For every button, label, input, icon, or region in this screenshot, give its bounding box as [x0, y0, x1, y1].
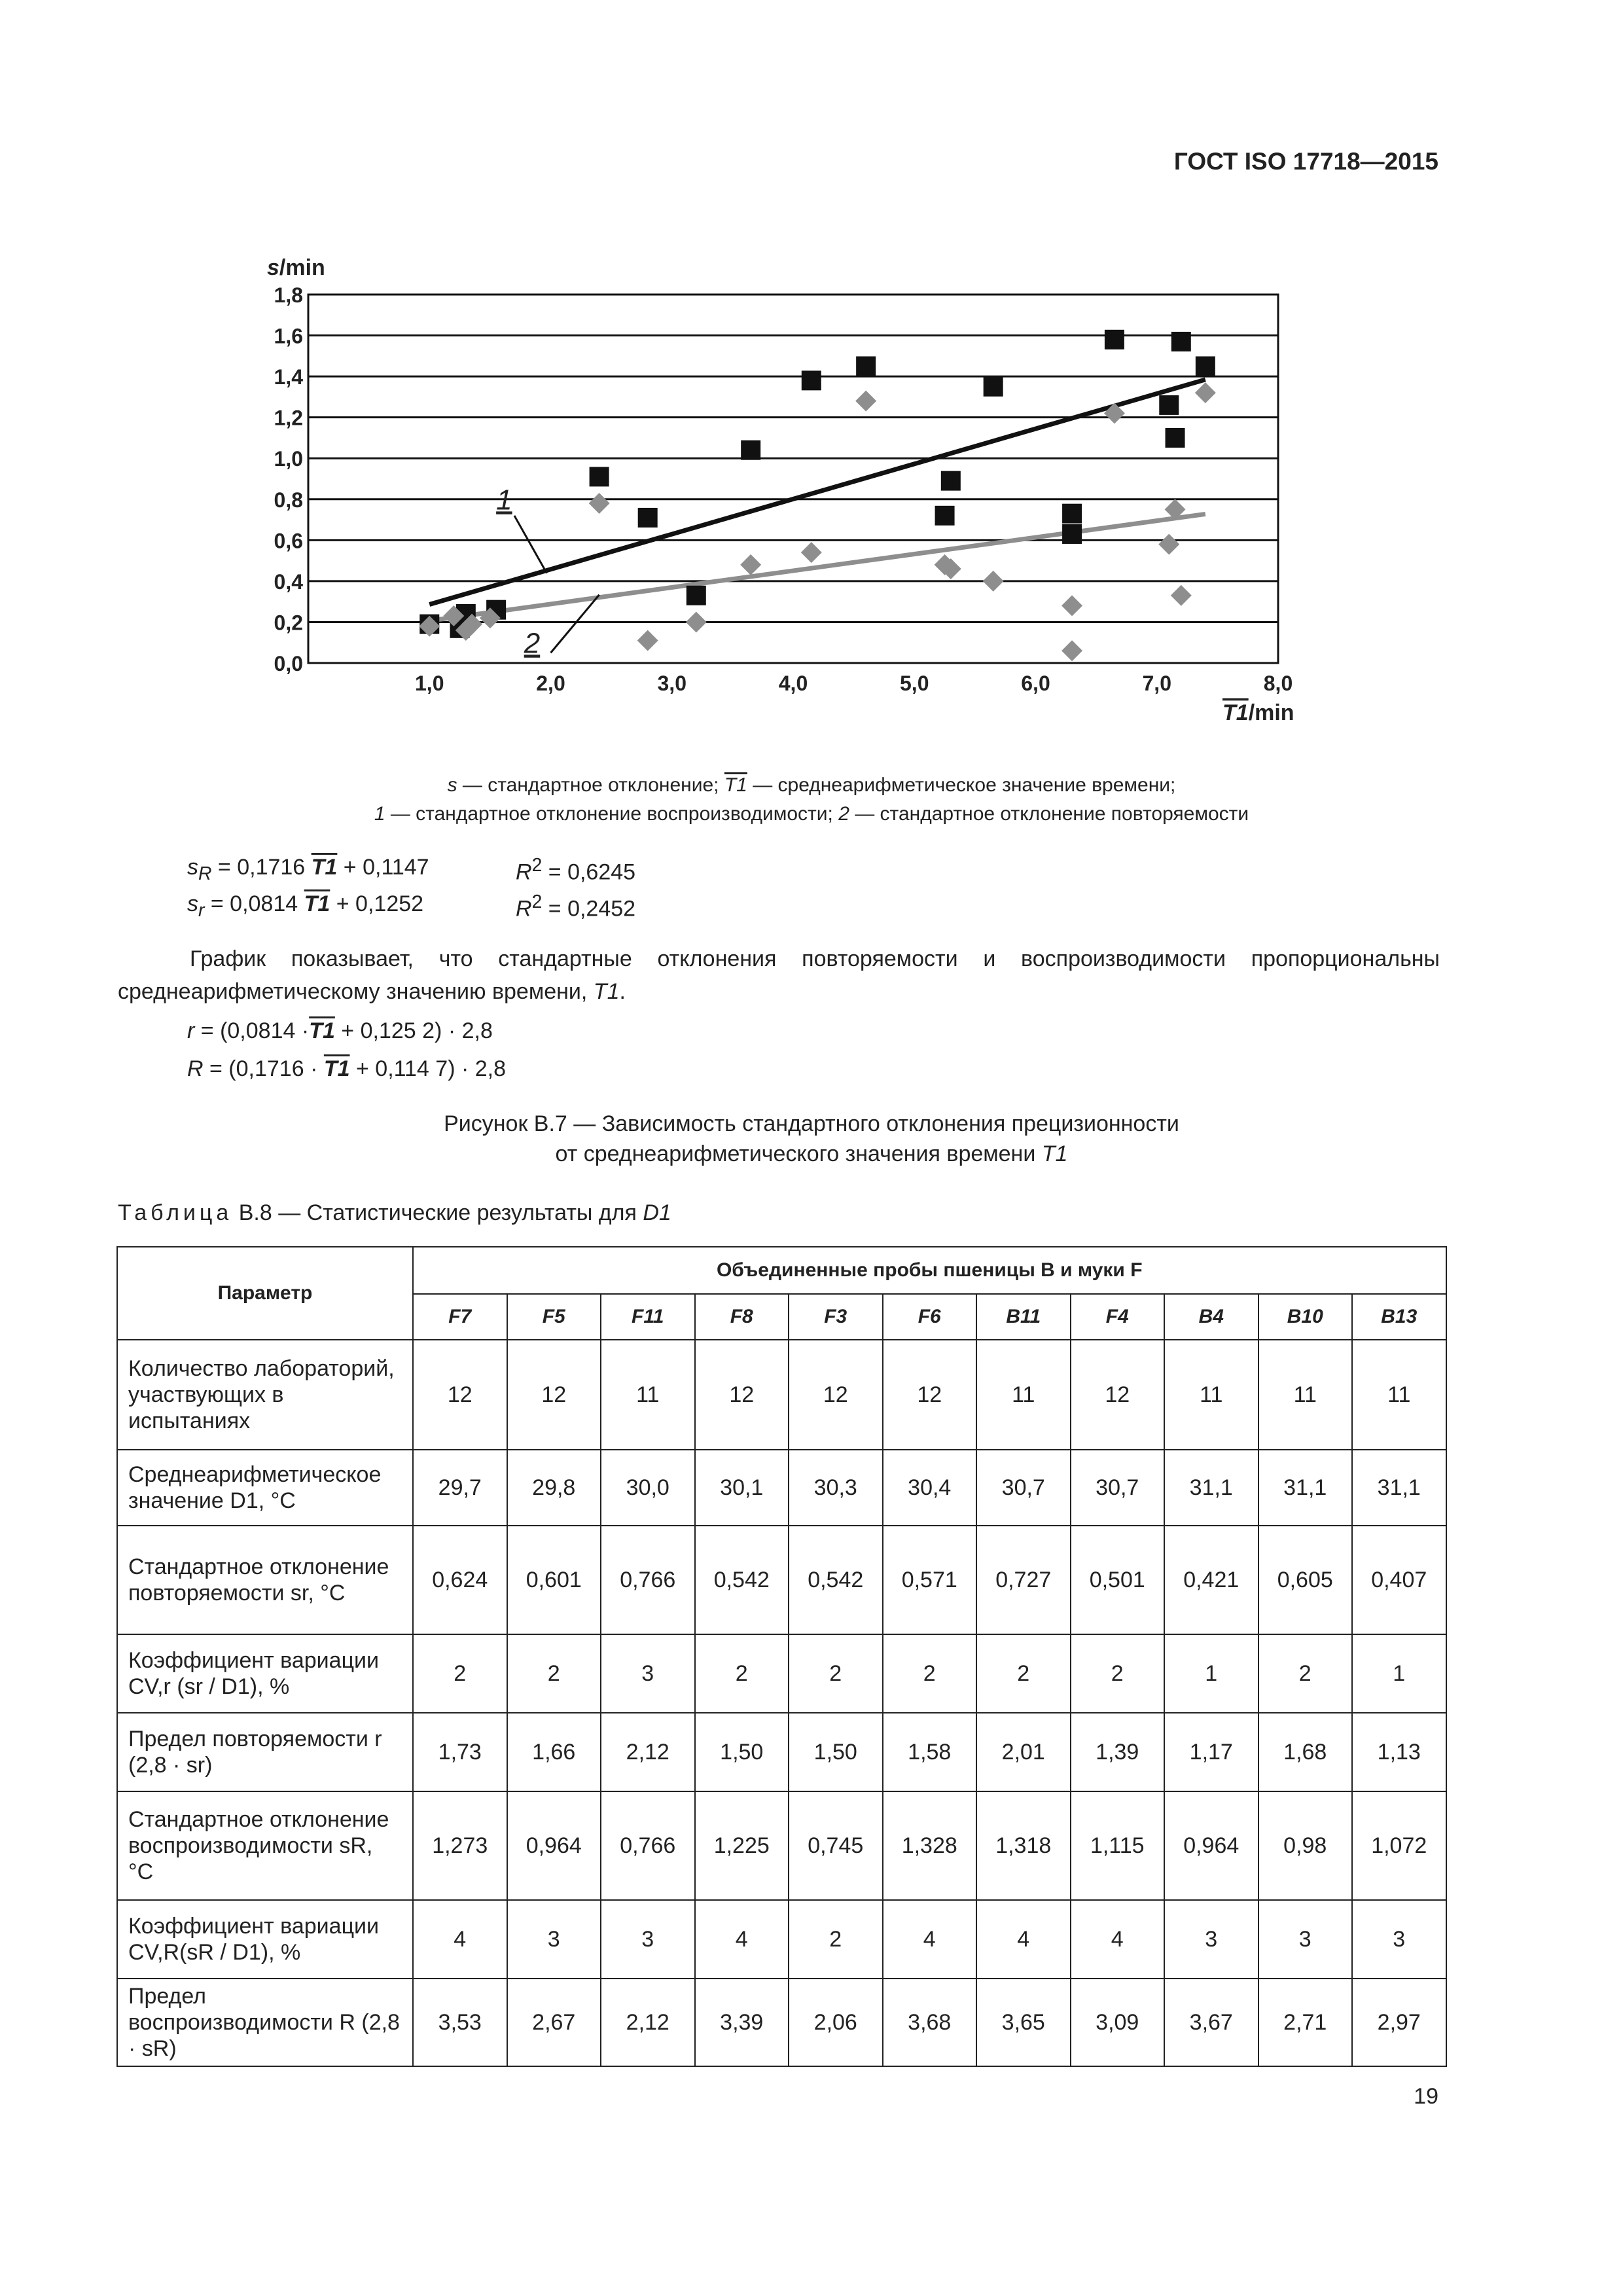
table-cell: 2,71 [1258, 1979, 1353, 2066]
table-cell: 2 [883, 1634, 977, 1713]
table-cell: 2 [976, 1634, 1071, 1713]
diamond-point [801, 542, 822, 563]
table-cell: 3 [1164, 1900, 1258, 1979]
table-cell: 2,67 [507, 1979, 601, 2066]
square-point [941, 471, 961, 491]
y-tick-label: 0,4 [274, 569, 303, 594]
table-cell: 3,39 [695, 1979, 789, 2066]
diamond-point [589, 493, 610, 514]
diamond-point [855, 391, 876, 412]
x-tick-label: 8,0 [1263, 672, 1293, 695]
table-row [117, 1450, 1446, 1526]
table-cell: 1,17 [1164, 1713, 1258, 1791]
table-cell: 2,12 [601, 1713, 695, 1791]
table-cell: 3,65 [976, 1979, 1071, 2066]
table-cell: 1,13 [1352, 1713, 1446, 1791]
table-cell: 1 [1352, 1634, 1446, 1713]
table-cell: 3 [601, 1634, 695, 1713]
table-cell: 0,605 [1258, 1526, 1353, 1634]
table-cell: 1 [1164, 1634, 1258, 1713]
table-row [117, 1713, 1446, 1791]
r-squared-sr: $R^2 = 0,2452$ [516, 891, 636, 922]
row-label: Стандартное отклонение повторяемости sr, °C [117, 1526, 413, 1634]
table-cell: 3,68 [883, 1979, 977, 2066]
group-header: Объединенные пробы пшеницы B и муки F [413, 1247, 1446, 1294]
table-cell: 12 [883, 1340, 977, 1450]
column-header: B4 [1164, 1294, 1258, 1340]
table-row [117, 1791, 1446, 1900]
table-cell: 2,06 [789, 1979, 883, 2066]
row-label: Среднеарифметическое значение D1, °C [117, 1450, 413, 1526]
chart-points [419, 330, 1216, 661]
table-cell: 0,601 [507, 1526, 601, 1634]
table-cell: 2 [413, 1634, 507, 1713]
figure-legend [118, 771, 1505, 829]
table-cell: 3 [507, 1900, 601, 1979]
y-tick-label: 1,2 [274, 406, 303, 430]
table-cell: 1,73 [413, 1713, 507, 1791]
diamond-point [686, 611, 707, 632]
param-header: Параметр [117, 1247, 413, 1340]
square-point [687, 586, 706, 605]
table-cell: 12 [1071, 1340, 1165, 1450]
y-tick-label: 0,6 [274, 529, 303, 553]
table-cell: 30,4 [883, 1450, 977, 1526]
column-header: F8 [695, 1294, 789, 1340]
table-cell: 0,766 [601, 1526, 695, 1634]
table-cell: 4 [976, 1900, 1071, 1979]
table-cell: 4 [413, 1900, 507, 1979]
square-point [1196, 356, 1215, 376]
table-row [117, 1340, 1446, 1450]
table-cell: 3 [1352, 1900, 1446, 1979]
explanation-paragraph: График показывает, что стандартные отклонения повторяемости и воспроизводимости пропорциональны среднеарифметическому значению времени, T1. [118, 946, 1440, 1004]
y-tick-label: 1,8 [274, 283, 303, 307]
equation-sr: $s_r = 0,0814$ T1 + 0,1252 [187, 891, 424, 921]
r-squared-sR: $R^2 = 0,6245$ [516, 855, 636, 885]
table-cell: 1,318 [976, 1791, 1071, 1900]
x-tick-label: 5,0 [900, 672, 929, 695]
y-tick-label: 1,0 [274, 447, 303, 471]
column-header: F11 [601, 1294, 695, 1340]
square-point [590, 467, 609, 486]
square-point [935, 506, 955, 526]
y-tick-label: 0,2 [274, 611, 303, 635]
row-label: Коэффициент вариации CV,R(sR / D1), % [117, 1900, 413, 1979]
table-cell: 31,1 [1258, 1450, 1353, 1526]
table-cell: 3,09 [1071, 1979, 1165, 2066]
square-point [1062, 524, 1082, 544]
square-point [638, 508, 658, 528]
diamond-point [637, 630, 658, 651]
column-header: B13 [1352, 1294, 1446, 1340]
table-cell: 4 [1071, 1900, 1165, 1979]
table-cell: 3 [601, 1900, 695, 1979]
table-cell: 11 [1164, 1340, 1258, 1450]
table-cell: 1,68 [1258, 1713, 1353, 1791]
y-tick-label: 1,4 [274, 365, 303, 389]
table-cell: 1,072 [1352, 1791, 1446, 1900]
table-cell: 0,571 [883, 1526, 977, 1634]
table-cell: 2 [1258, 1634, 1353, 1713]
x-tick-label: 1,0 [415, 672, 444, 695]
diamond-point [1158, 534, 1179, 555]
table-cell: 12 [413, 1340, 507, 1450]
table-cell: 0,745 [789, 1791, 883, 1900]
legend-line-1: s — стандартное отклонение; T1 — среднеарифметическое значение времени; [447, 774, 1176, 796]
statistics-table [116, 1246, 1447, 2067]
table-cell: 29,7 [413, 1450, 507, 1526]
y-axis-label: s/min [267, 255, 325, 280]
formula-r: r = (0,0814 ·T1 + 0,125 2) · 2,8 [187, 1018, 493, 1043]
table-cell: 12 [789, 1340, 883, 1450]
table-cell: 0,542 [695, 1526, 789, 1634]
column-header: F3 [789, 1294, 883, 1340]
document-code: ГОСТ ISO 17718—2015 [1173, 148, 1438, 175]
table-cell: 1,225 [695, 1791, 789, 1900]
table-cell: 2 [789, 1634, 883, 1713]
square-point [1171, 332, 1191, 351]
x-axis-label: T1/min [1222, 700, 1294, 725]
table-cell: 3 [1258, 1900, 1353, 1979]
table-cell: 0,964 [507, 1791, 601, 1900]
table-cell: 0,542 [789, 1526, 883, 1634]
row-label: Количество лабораторий, участвующих в испытаниях [117, 1340, 413, 1450]
table-row [117, 1900, 1446, 1979]
table-cell: 0,98 [1258, 1791, 1353, 1900]
column-header: F5 [507, 1294, 601, 1340]
callout-arrow-1 [514, 516, 547, 573]
table-cell: 12 [695, 1340, 789, 1450]
y-tick-label: 1,6 [274, 324, 303, 348]
table-cell: 3,53 [413, 1979, 507, 2066]
table-cell: 2,01 [976, 1713, 1071, 1791]
table-row [117, 1979, 1446, 2066]
table-cell: 11 [1352, 1340, 1446, 1450]
y-tick-label: 0,8 [274, 488, 303, 512]
x-tick-label: 2,0 [536, 672, 565, 695]
diamond-point [740, 554, 761, 575]
table-cell: 1,328 [883, 1791, 977, 1900]
table-cell: 1,66 [507, 1713, 601, 1791]
table-cell: 0,727 [976, 1526, 1071, 1634]
table-cell: 11 [601, 1340, 695, 1450]
callout-label-2: 2 [524, 627, 541, 660]
table-cell: 31,1 [1164, 1450, 1258, 1526]
square-point [1159, 395, 1179, 415]
table-cell: 31,1 [1352, 1450, 1446, 1526]
diamond-point [1171, 585, 1192, 606]
diamond-point [983, 571, 1004, 592]
diamond-point [1061, 640, 1082, 661]
formula-R: R = (0,1716 · T1 + 0,114 7) · 2,8 [187, 1056, 506, 1081]
column-header: F6 [883, 1294, 977, 1340]
row-label: Стандартное отклонение воспроизводимости sR, °C [117, 1791, 413, 1900]
table-cell: 3,67 [1164, 1979, 1258, 2066]
table-cell: 30,1 [695, 1450, 789, 1526]
table-cell: 30,0 [601, 1450, 695, 1526]
table-cell: 1,50 [695, 1713, 789, 1791]
column-header: F4 [1071, 1294, 1165, 1340]
square-point [802, 370, 821, 390]
square-point [1062, 504, 1082, 524]
callout-label-1: 1 [496, 484, 512, 516]
table-cell: 0,766 [601, 1791, 695, 1900]
square-point [984, 377, 1003, 397]
table-cell: 29,8 [507, 1450, 601, 1526]
table-cell: 0,421 [1164, 1526, 1258, 1634]
y-tick-label: 0,0 [274, 652, 303, 675]
column-header: F7 [413, 1294, 507, 1340]
square-point [856, 356, 876, 376]
column-header: B10 [1258, 1294, 1353, 1340]
row-label: Предел повторяемости r (2,8 · sr) [117, 1713, 413, 1791]
table-cell: 2 [695, 1634, 789, 1713]
precision-chart [0, 0, 1623, 759]
legend-line-2: 1 — стандартное отклонение воспроизводимости; 2 — стандартное отклонение повторяемости [374, 803, 1249, 825]
table-cell: 11 [976, 1340, 1071, 1450]
equation-sR: $s_R = 0,1716$ T1 + 0,1147 [187, 855, 429, 884]
table-row [117, 1526, 1446, 1634]
table-cell: 2,12 [601, 1979, 695, 2066]
table-cell: 0,964 [1164, 1791, 1258, 1900]
diamond-point [1195, 382, 1216, 403]
table-cell: 11 [1258, 1340, 1353, 1450]
column-header: B11 [976, 1294, 1071, 1340]
table-cell: 0,501 [1071, 1526, 1165, 1634]
table-cell: 4 [695, 1900, 789, 1979]
table-cell: 1,58 [883, 1713, 977, 1791]
table-cell: 0,407 [1352, 1526, 1446, 1634]
table-cell: 2 [507, 1634, 601, 1713]
row-label: Предел воспроизводимости R (2,8 · sR) [117, 1979, 413, 2066]
square-point [1105, 330, 1124, 350]
diamond-point [1061, 595, 1082, 616]
table-cell: 4 [883, 1900, 977, 1979]
table-cell: 1,273 [413, 1791, 507, 1900]
trend-line-2 [429, 514, 1205, 620]
table-cell: 2 [1071, 1634, 1165, 1713]
row-label: Коэффициент вариации CV,r (sr / D1), % [117, 1634, 413, 1713]
x-tick-label: 7,0 [1142, 672, 1171, 695]
table-cell: 2 [789, 1900, 883, 1979]
table-title: Таблица В.8 — Статистические результаты для D1 [118, 1200, 671, 1225]
x-tick-label: 6,0 [1021, 672, 1050, 695]
table-cell: 2,97 [1352, 1979, 1446, 2066]
square-point [741, 440, 760, 460]
table-cell: 1,50 [789, 1713, 883, 1791]
table-cell: 12 [507, 1340, 601, 1450]
square-point [1166, 428, 1185, 448]
table-cell: 0,624 [413, 1526, 507, 1634]
figure-caption: Рисунок В.7 — Зависимость стандартного отклонения прецизионности от среднеарифметического значения времени T1 [444, 1111, 1179, 1166]
table-cell: 30,7 [1071, 1450, 1165, 1526]
table-cell: 1,115 [1071, 1791, 1165, 1900]
table-cell: 30,3 [789, 1450, 883, 1526]
x-tick-label: 4,0 [778, 672, 808, 695]
page-number: 19 [1414, 2084, 1438, 2109]
x-tick-label: 3,0 [657, 672, 687, 695]
table-cell: 1,39 [1071, 1713, 1165, 1791]
table-cell: 30,7 [976, 1450, 1071, 1526]
table-row [117, 1634, 1446, 1713]
